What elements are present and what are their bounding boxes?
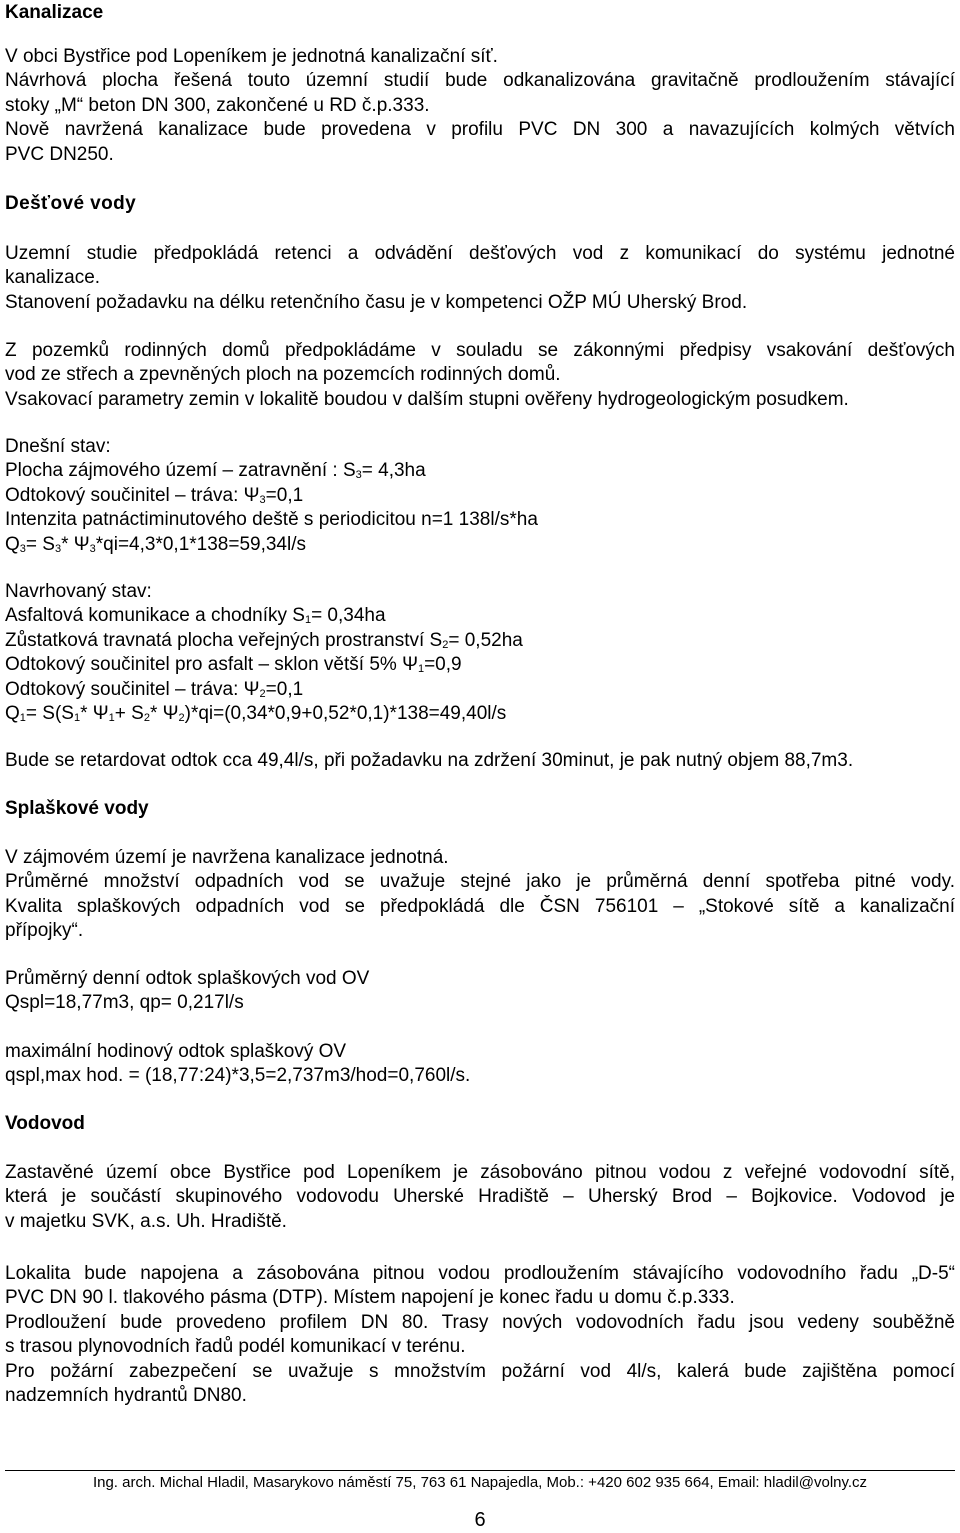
subscript: 3 xyxy=(54,542,62,555)
heading-kanalizace: Kanalizace xyxy=(5,2,104,23)
text-line: Návrhová plocha řešená touto územní studií bude odkanalizována gravitačně prodloužením stávající xyxy=(5,70,955,92)
text-line: v majetku SVK, a.s. Uh. Hradiště. xyxy=(5,1210,287,1232)
text-line: Průměrné množství odpadních vod se uvažuje stejné jako je průměrná denní spotřeba pitné vody. xyxy=(5,871,955,893)
text-line: qspl,max hod. = (18,77:24)*3,5=2,737m3/hod=0,760l/s. xyxy=(5,1065,471,1087)
text-line: Nově navržená kanalizace bude provedena v profilu PVC DN 300 a navazujících kolmých větvích xyxy=(5,119,955,141)
text: Plocha zájmového území – zatravnění : S xyxy=(5,460,356,482)
text-line: Lokalita bude napojena a zásobována pitnou vodou prodloužením stávajícího vodovodního řadu „D-5“ xyxy=(5,1263,955,1284)
text: Q xyxy=(5,533,20,555)
text-line: Průměrný denní odtok splaškových vod OV xyxy=(5,968,370,989)
text-line: Vsakovací parametry zemin v lokalitě boudou v dalším stupni ověřeny hydrogeologickým posudkem. xyxy=(5,388,849,410)
subscript: 1 xyxy=(19,711,26,724)
zustatkova-line xyxy=(5,629,955,653)
retardace-line: Bude se retardovat odtok cca 49,4l/s, při požadavku na zdržení 30minut, je pak nutný objem 88,7m3. xyxy=(5,750,854,771)
text-line: V zájmovém území je navržena kanalizace jednotná. xyxy=(5,847,449,868)
intenzita-line: Intenzita patnáctiminutového deště s periodicitou n=1 138l/s*ha xyxy=(5,509,538,531)
text-line: která je součástí skupinového vodovodu Uherské Hradiště – Uherský Brod – Bojkovice. Vodovod je xyxy=(5,1186,955,1208)
text: Odtokový součinitel – tráva: Ψ xyxy=(5,678,260,700)
q1-formula-line xyxy=(5,702,955,726)
text-line: Zastavěné území obce Bystřice pod Lopeníkem je zásobováno pitnou vodou z veřejné vodovodní sítě, xyxy=(5,1162,955,1183)
plocha-line xyxy=(5,459,955,483)
text: Zůstatková travnatá plocha veřejných prostranství S xyxy=(5,629,443,651)
destove-paragraph-1 xyxy=(5,242,955,315)
text: = 0,52ha xyxy=(448,629,523,651)
text-line: přípojky“. xyxy=(5,920,84,942)
vodovod-paragraph-2 xyxy=(5,1262,955,1408)
subscript: 2 xyxy=(178,711,185,724)
text-line: PVC DN250. xyxy=(5,143,114,165)
text-line: s trasou plynovodních řadů podél komunikací v terénu. xyxy=(5,1336,466,1358)
asfalt-line xyxy=(5,604,955,628)
subscript: 3 xyxy=(19,542,26,555)
text: = 0,34ha xyxy=(311,605,386,627)
text: Odtokový součinitel pro asfalt – sklon větší 5% Ψ xyxy=(5,654,418,676)
text: Q xyxy=(5,702,20,724)
dnesni-stav-block xyxy=(5,435,955,557)
text-line: Z pozemků rodinných domů předpokládáme v souladu se zákonnými předpisy vsakování dešťových xyxy=(5,340,955,361)
vodovod-paragraph-1 xyxy=(5,1161,955,1234)
subscript: 3 xyxy=(259,493,266,506)
subscript: 2 xyxy=(442,638,449,651)
text-line: Kvalita splaškových odpadních vod se předpokládá dle ČSN 756101 – „Stokové sítě a kanalizační xyxy=(5,895,955,917)
odtok-trava-line xyxy=(5,678,955,702)
subscript: 1 xyxy=(304,614,312,627)
text-line: V obci Bystřice pod Lopeníkem je jednotná kanalizační síť. xyxy=(5,46,498,67)
odtok-line xyxy=(5,484,955,508)
prumerny-odtok-block xyxy=(5,967,955,1016)
splaskove-paragraph xyxy=(5,846,955,944)
text: =0,1 xyxy=(265,484,304,506)
subscript: 2 xyxy=(259,687,266,700)
q3-formula-line xyxy=(5,533,955,557)
text: * Ψ xyxy=(149,702,179,724)
text-line: nadzemních hydrantů DN80. xyxy=(5,1384,247,1406)
destove-paragraph-2 xyxy=(5,339,955,412)
heading-vodovod: Vodovod xyxy=(5,1113,85,1134)
text-line: Qspl=18,77m3, qp= 0,217l/s xyxy=(5,992,244,1014)
heading-destove-vody: Dešťové vody xyxy=(5,193,137,214)
text-line: vod ze střech a zpevněných ploch na pozemcích rodinných domů. xyxy=(5,364,561,386)
subscript: 1 xyxy=(73,711,81,724)
text: = 4,3ha xyxy=(361,460,426,482)
heading-splaskove-vody: Splaškové vody xyxy=(5,798,149,819)
text: Asfaltová komunikace a chodníky S xyxy=(5,605,305,627)
maximalni-odtok-block xyxy=(5,1040,955,1089)
text-line: PVC DN 90 l. tlakového pásma (DTP). Místem napojení je konec řadu u domu č.p.333. xyxy=(5,1287,735,1309)
subscript: 2 xyxy=(143,711,150,724)
subscript: 1 xyxy=(108,711,115,724)
subscript: 3 xyxy=(355,469,362,482)
text: Odtokový součinitel – tráva: Ψ xyxy=(5,484,260,506)
navrhovany-stav-block xyxy=(5,580,955,726)
text: = S xyxy=(25,533,55,555)
text-line: Uzemní studie předpokládá retenci a odvádění dešťových vod z komunikací do systému jednotné xyxy=(5,243,955,264)
footer-contact: Ing. arch. Michal Hladil, Masarykovo náměstí 75, 763 61 Napajedla, Mob.: +420 602 935 664, Email: hladil@volny.cz xyxy=(92,1474,868,1491)
text-line: kanalizace. xyxy=(5,267,101,289)
kanalizace-paragraph xyxy=(5,45,955,167)
dnesni-stav-title: Dnešní stav: xyxy=(5,436,111,457)
navrhovany-stav-title: Navrhovaný stav: xyxy=(5,581,152,602)
text: + S xyxy=(114,702,144,724)
text: = S(S xyxy=(25,702,74,724)
text-line: stoky „M“ beton DN 300, zakončené u RD č.p.333. xyxy=(5,94,430,116)
text: =0,9 xyxy=(424,654,462,676)
odtok-asfalt-line xyxy=(5,653,955,677)
page-number: 6 xyxy=(474,1509,486,1531)
subscript: 3 xyxy=(89,542,96,555)
text-line: maximální hodinový odtok splaškový OV xyxy=(5,1041,347,1062)
text: )*qi=(0,34*0,9+0,52*0,1)*138=49,40l/s xyxy=(184,702,507,724)
subscript: 1 xyxy=(417,663,425,676)
text: * Ψ xyxy=(80,702,109,724)
text: *qi=4,3*0,1*138=59,34l/s xyxy=(95,533,306,555)
text-line: Stanovení požadavku na délku retenčního času je v kompetenci OŽP MÚ Uherský Brod. xyxy=(5,291,748,313)
text-line: Pro požární zabezpečení se uvažuje s množstvím požární vod 4l/s, kalerá bude zajištěna pomocí xyxy=(5,1360,955,1382)
text: =0,1 xyxy=(265,678,304,700)
text: * Ψ xyxy=(61,533,90,555)
text-line: Prodloužení bude provedeno profilem DN 80. Trasy nových vodovodních řadu jsou vedeny souběžně xyxy=(5,1311,955,1333)
footer-divider xyxy=(5,1470,955,1471)
